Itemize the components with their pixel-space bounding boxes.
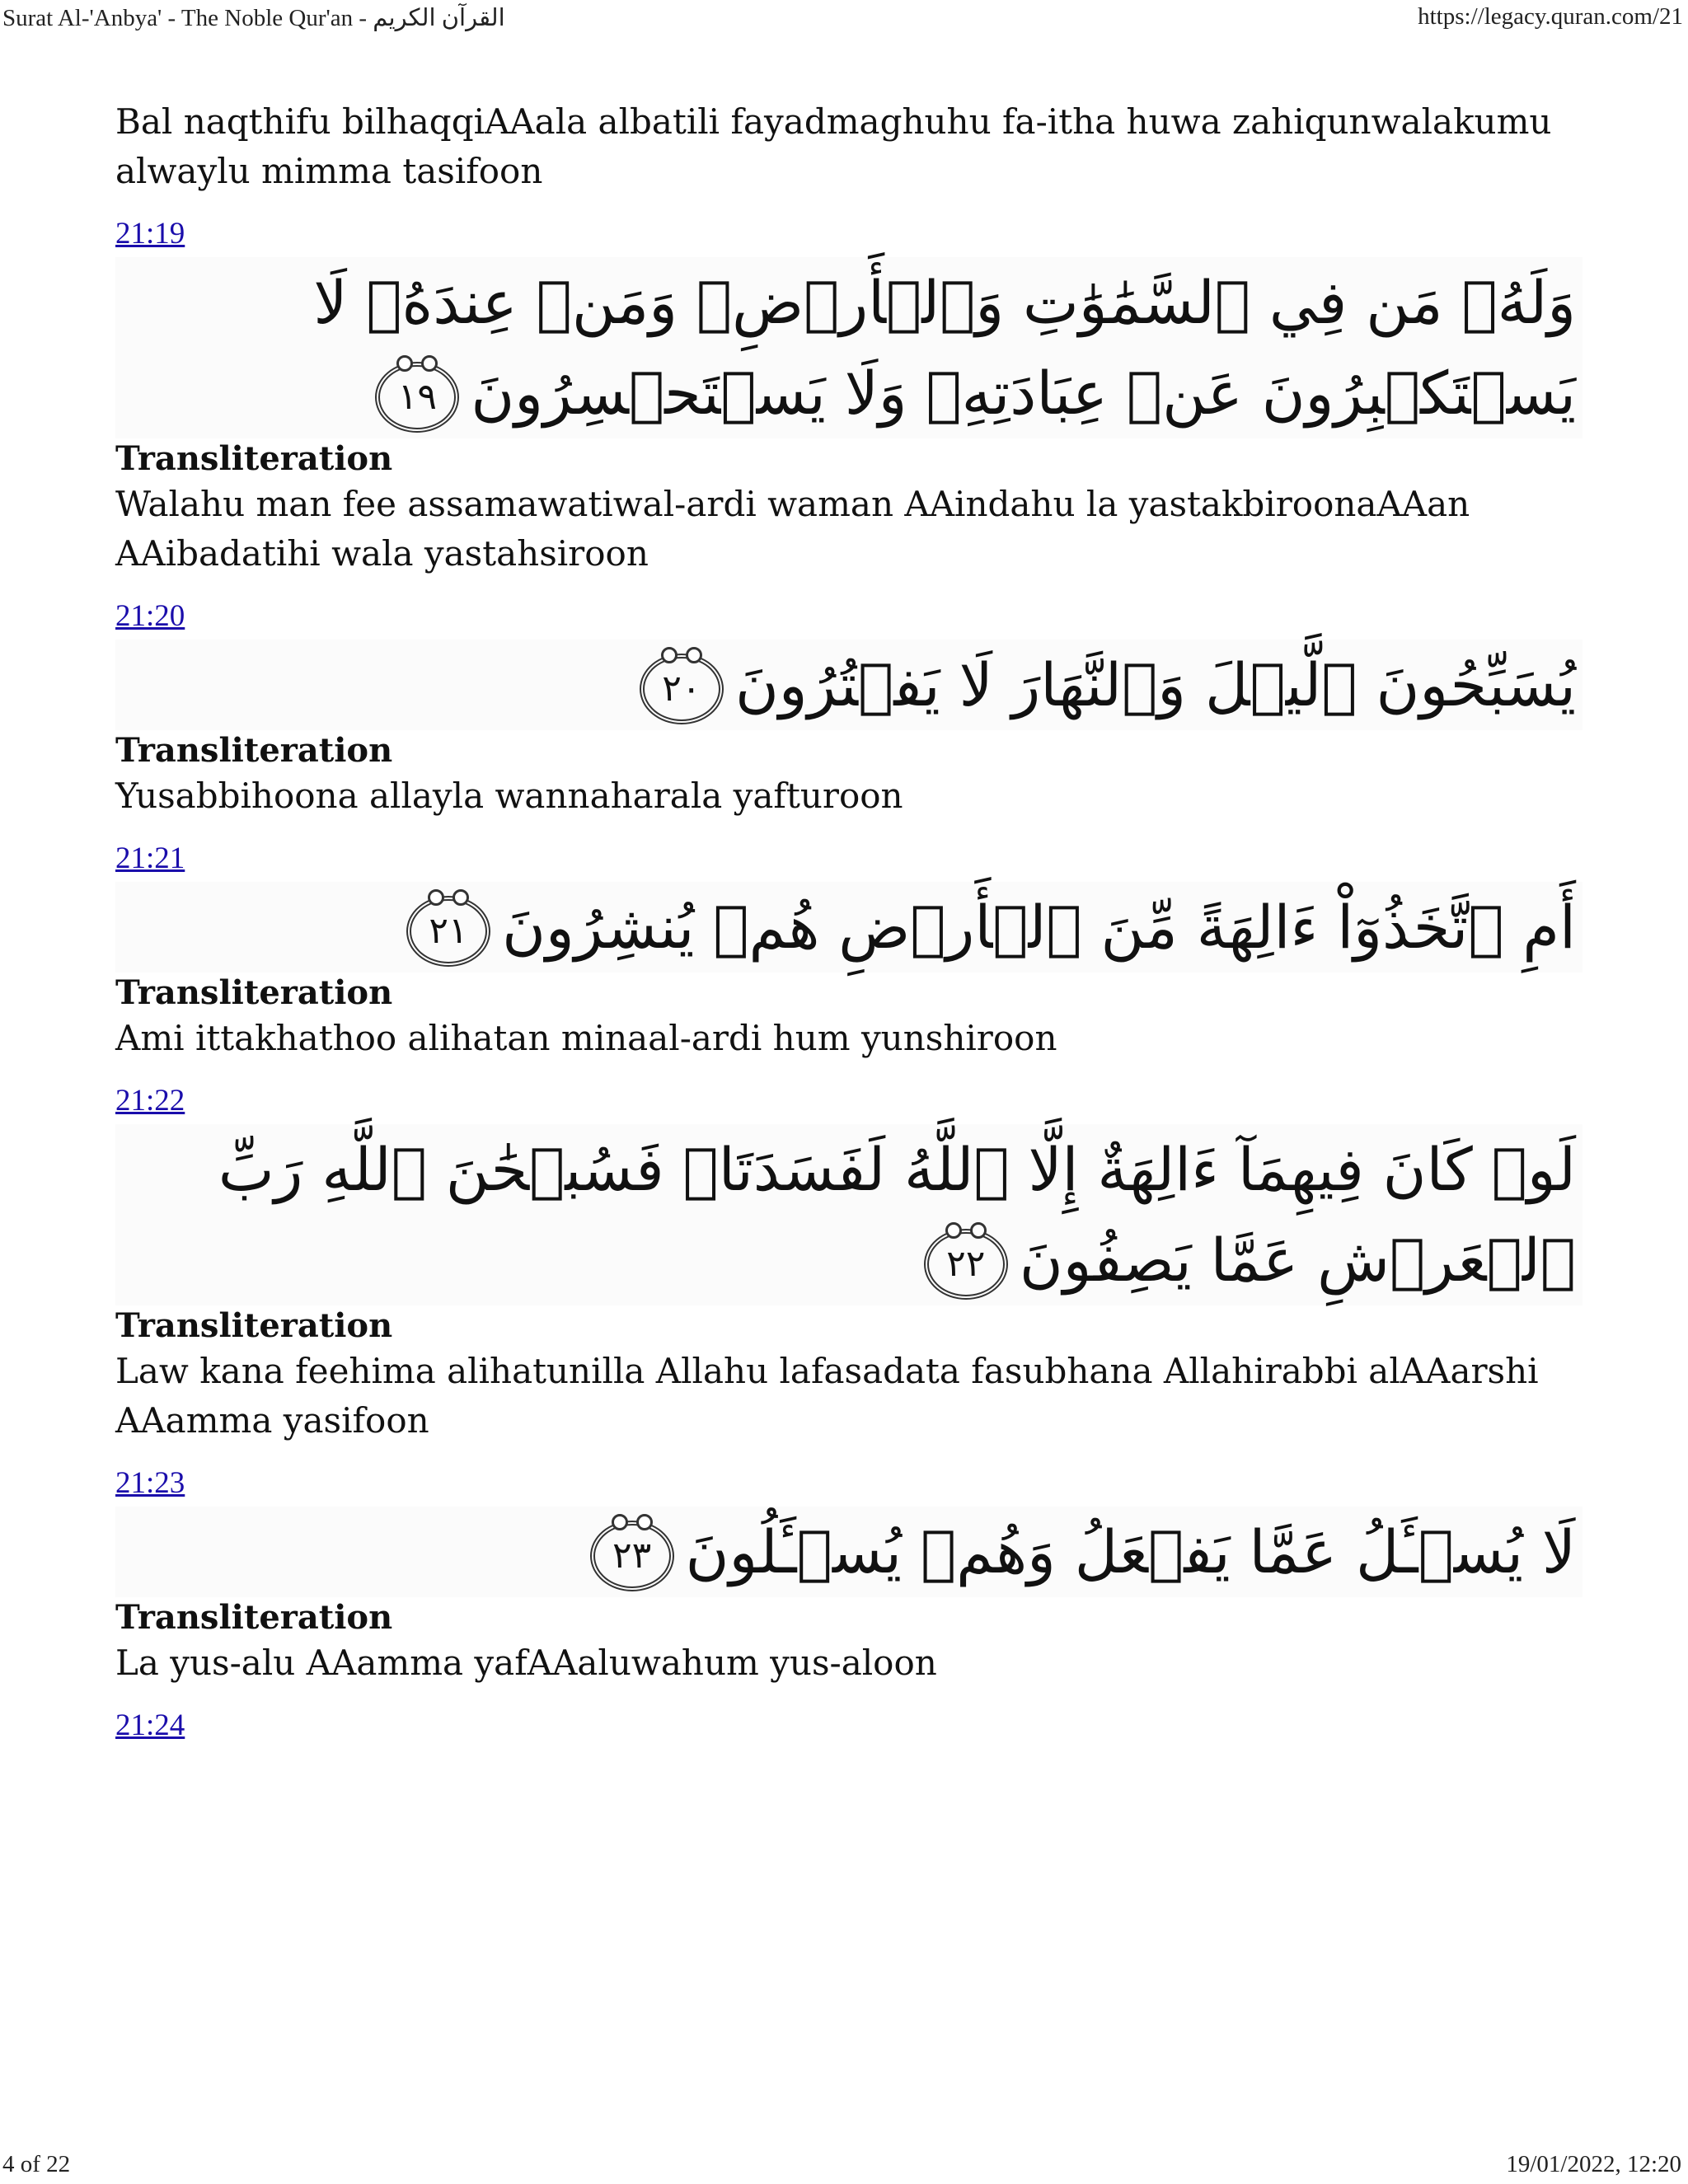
page-header-url: https://legacy.quran.com/21 [1418,3,1683,30]
verse-block-19 [115,196,1582,579]
verse-link-21-19[interactable]: 21:19 [115,217,185,251]
ayah-number-marker: ٢٣ [590,1521,674,1591]
arabic-verse-19: وَلَهُۥ مَن فِي ٱلسَّمَٰوَٰتِ وَٱلۡأَرۡضِۚ وَمَنۡ عِندَهُۥ لَا يَسۡتَكۡبِرُونَ عَنۡ عِبَادَتِهِۦ وَلَا يَسۡتَحۡسِرُونَ [313,268,1576,428]
verse-block-21 [115,821,1582,1063]
intro-transliteration: Bal naqthifu bilhaqqiAAala albatili fayadmaghuhu fa-itha huwa zahiqunwalakumu alwaylu mimma tasifoon [115,101,1552,191]
page-header-title: Surat Al-'Anbya' - The Noble Qur'an - القرآن الكريم [2,5,505,31]
arabic-verse-text [115,1124,1582,1305]
arabic-verse-20: يُسَبِّحُونَ ٱلَّيۡلَ وَٱلنَّهَارَ لَا يَفۡتُرُونَ [734,650,1576,719]
arabic-verse-23: لَا يُسۡـَٔلُ عَمَّا يَفۡعَلُ وَهُمۡ يُسۡـَٔلُونَ [685,1517,1576,1586]
verse-link-21-20[interactable]: 21:20 [115,599,185,633]
ayah-number-marker: ١٩ [375,362,459,433]
verse-block-20 [115,579,1582,821]
transliteration-text: Walahu man fee assamawatiwal-ardi waman AAindahu la yastakbiroonaAAan AAibadatihi wala yastahsiroon [115,484,1470,574]
page-footer-datetime: 19/01/2022, 12:20 [1506,2151,1681,2177]
arabic-verse-22: لَوۡ كَانَ فِيهِمَآ ءَالِهَةٌ إِلَّا ٱللَّهُ لَفَسَدَتَاۚ فَسُبۡحَٰنَ ٱللَّهِ رَبِّ ٱلۡعَرۡشِ عَمَّا يَصِفُونَ [218,1135,1576,1295]
verse-block-22 [115,1063,1582,1446]
transliteration-text: La yus-alu AAamma yafAAaluwahum yus-aloon [115,1643,937,1683]
ayah-number-marker: ٢١ [406,896,490,967]
transliteration-label: Transliteration [115,1306,393,1345]
arabic-verse-text [115,1507,1582,1597]
transliteration-label: Transliteration [115,973,393,1012]
ayah-number-marker: ٢٢ [924,1229,1008,1300]
transliteration-text: Ami ittakhathoo alihatan minaal-ardi hum yunshiroon [115,1018,1057,1058]
transliteration-text: Law kana feehima alihatunilla Allahu lafasadata fasubhana Allahirabbi alAAarshi AAamma yasifoon [115,1351,1539,1441]
arabic-verse-text [115,882,1582,972]
ayah-number-marker: ٢٠ [640,654,724,724]
transliteration-label: Transliteration [115,731,393,770]
arabic-verse-text [115,257,1582,438]
verse-block-24 [115,1688,1582,1744]
arabic-verse-text [115,640,1582,730]
verse-link-21-23[interactable]: 21:23 [115,1466,185,1500]
arabic-verse-21: أَمِ ٱتَّخَذُوٓاْ ءَالِهَةً مِّنَ ٱلۡأَرۡضِ هُمۡ يُنشِرُونَ [502,893,1576,962]
verse-block-23 [115,1446,1582,1688]
page-footer-number: 4 of 22 [2,2151,71,2177]
verse-link-21-21[interactable]: 21:21 [115,841,185,875]
transliteration-text: Yusabbihoona allayla wannaharala yafturoon [115,776,903,816]
verse-link-21-24[interactable]: 21:24 [115,1708,185,1742]
verse-link-21-22[interactable]: 21:22 [115,1084,185,1118]
page-content [115,97,1582,1744]
transliteration-label: Transliteration [115,1598,393,1637]
transliteration-label: Transliteration [115,439,393,478]
